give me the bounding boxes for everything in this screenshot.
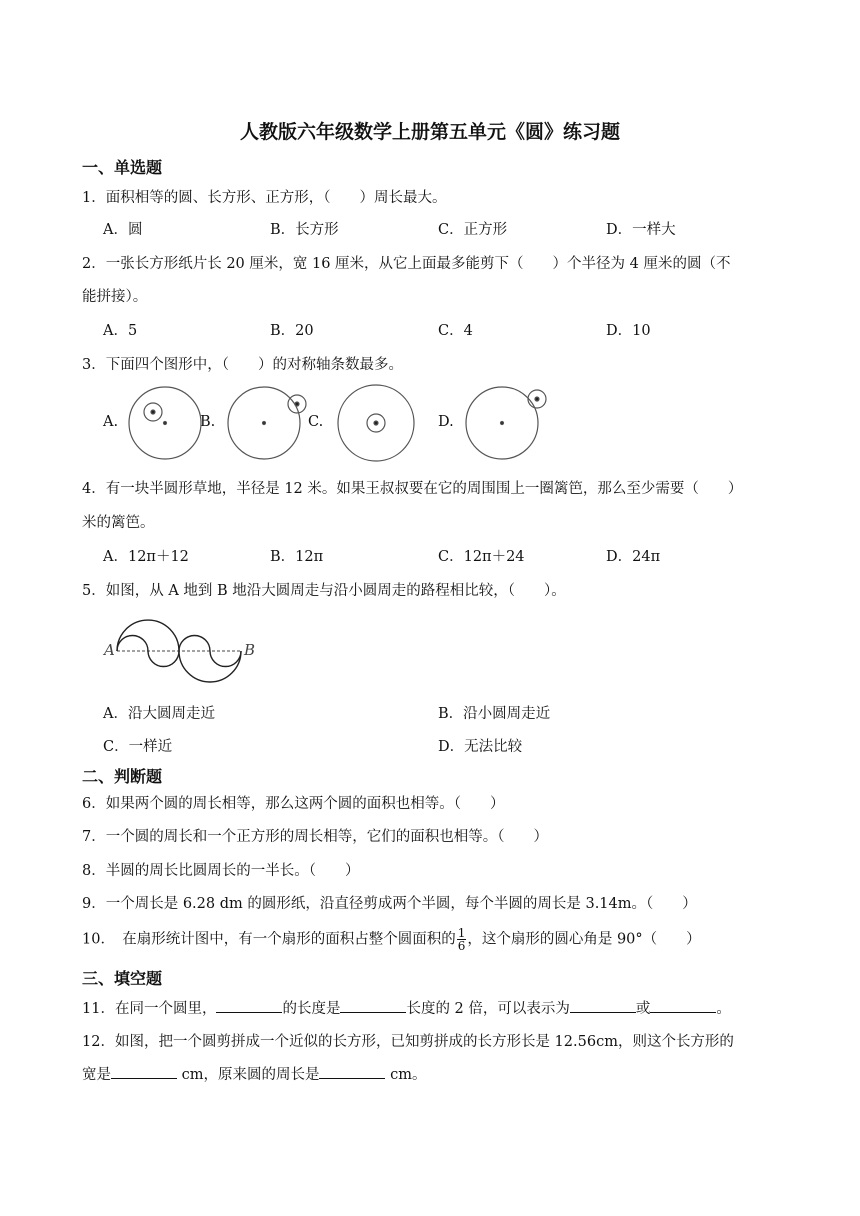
question-9: 9．一个周长是 6.28 dm 的圆形纸，沿直径剪成两个半圆，每个半圆的周长是 3.14m。（ ） xyxy=(82,896,697,912)
q10-denominator: 6 xyxy=(457,939,466,953)
q12-text-2: cm，原来圆的周长是 xyxy=(177,1067,320,1083)
q5-point-a-label: A xyxy=(104,641,115,659)
question-2-line1: 2．一张长方形纸片长 20 厘米，宽 16 厘米，从它上面最多能剪下（ ）个半径为 4 厘米的圆（不 xyxy=(82,256,731,272)
q4-option-c[interactable]: C．12π＋24 xyxy=(438,549,525,565)
q12-text-3: cm。 xyxy=(385,1067,427,1083)
question-6: 6．如果两个圆的周长相等，那么这两个圆的面积也相等。（ ） xyxy=(82,796,505,812)
q10-fraction xyxy=(457,927,467,952)
q2-option-a[interactable]: A．5 xyxy=(103,323,138,339)
q2-option-b[interactable]: B．20 xyxy=(270,323,314,339)
question-4-line2: 米的篱笆。 xyxy=(82,515,155,531)
q4-option-d[interactable]: D．24π xyxy=(606,549,661,565)
q3-option-a[interactable]: A. xyxy=(103,414,119,430)
question-10 xyxy=(82,927,701,952)
q3-option-c[interactable]: C. xyxy=(308,414,324,430)
q1-option-d[interactable]: D．一样大 xyxy=(606,222,676,238)
question-2-line2: 能拼接）。 xyxy=(82,289,148,305)
question-1: 1．面积相等的圆、长方形、正方形，（ ）周长最大。 xyxy=(82,190,447,206)
question-3: 3．下面四个图形中，（ ）的对称轴条数最多。 xyxy=(82,357,403,373)
question-12-line2 xyxy=(82,1063,426,1084)
question-7: 7．一个圆的周长和一个正方形的周长相等，它们的面积也相等。（ ） xyxy=(82,829,548,845)
q5-option-c[interactable]: C．一样近 xyxy=(103,739,173,755)
q11-text-3: 长度的 2 倍，可以表示为 xyxy=(406,1001,570,1017)
q5-option-a[interactable]: A．沿大圆周走近 xyxy=(103,706,215,722)
q5-option-d[interactable]: D．无法比较 xyxy=(438,739,523,755)
section-heading-single-choice: 一、单选题 xyxy=(82,158,163,177)
q5-option-b[interactable]: B．沿小圆周走近 xyxy=(438,706,551,722)
q11-blank-4[interactable] xyxy=(650,998,716,1013)
q11-blank-1[interactable] xyxy=(216,998,282,1013)
q12-blank-1[interactable] xyxy=(111,1064,177,1079)
q10-text-before: 10． 在扇形统计图中，有一个扇形的面积占整个圆面积的 xyxy=(82,931,456,948)
question-5: 5．如图，从 A 地到 B 地沿大圆周走与沿小圆周走的路程相比较，（ ）。 xyxy=(82,583,566,599)
q1-option-a[interactable]: A．圆 xyxy=(103,222,143,238)
q5-point-b-label: B xyxy=(244,641,256,659)
q3-option-b[interactable]: B. xyxy=(200,414,216,430)
section-heading-fill-blank: 三、填空题 xyxy=(82,969,163,988)
section-heading-true-false: 二、判断题 xyxy=(82,767,163,786)
question-4-line1: 4．有一块半圆形草地，半径是 12 米。如果王叔叔要在它的周围围上一圈篱笆，那么至少需要（ ） xyxy=(82,481,743,497)
q12-blank-2[interactable] xyxy=(319,1064,385,1079)
question-8: 8．半圆的周长比圆周长的一半长。（ ） xyxy=(82,863,360,879)
q10-text-after: ，这个扇形的圆心角是 90°（ ） xyxy=(467,931,701,948)
q4-option-b[interactable]: B．12π xyxy=(270,549,324,565)
q4-option-a[interactable]: A．12π＋12 xyxy=(103,549,189,565)
q11-blank-2[interactable] xyxy=(340,998,406,1013)
q2-option-c[interactable]: C．4 xyxy=(438,323,473,339)
q12-text-1: 宽是 xyxy=(82,1067,111,1083)
q3-option-d[interactable]: D. xyxy=(438,414,454,430)
q11-text-4: 或 xyxy=(635,1001,651,1017)
q2-option-d[interactable]: D．10 xyxy=(606,323,651,339)
page-title: 人教版六年级数学上册第五单元《圆》练习题 xyxy=(239,121,620,143)
q11-blank-3[interactable] xyxy=(570,998,636,1013)
q10-numerator: 1 xyxy=(457,926,466,940)
q1-option-c[interactable]: C．正方形 xyxy=(438,222,508,238)
question-11 xyxy=(82,997,731,1018)
q1-option-b[interactable]: B．长方形 xyxy=(270,222,339,238)
q11-text-1: 11．在同一个圆里， xyxy=(82,1001,217,1017)
q11-text-2: 的长度是 xyxy=(282,1001,341,1017)
q11-text-5: 。 xyxy=(716,1001,731,1017)
question-12-line1: 12．如图，把一个圆剪拼成一个近似的长方形，已知剪拼成的长方形长是 12.56cm，则这个长方形的 xyxy=(82,1034,734,1050)
